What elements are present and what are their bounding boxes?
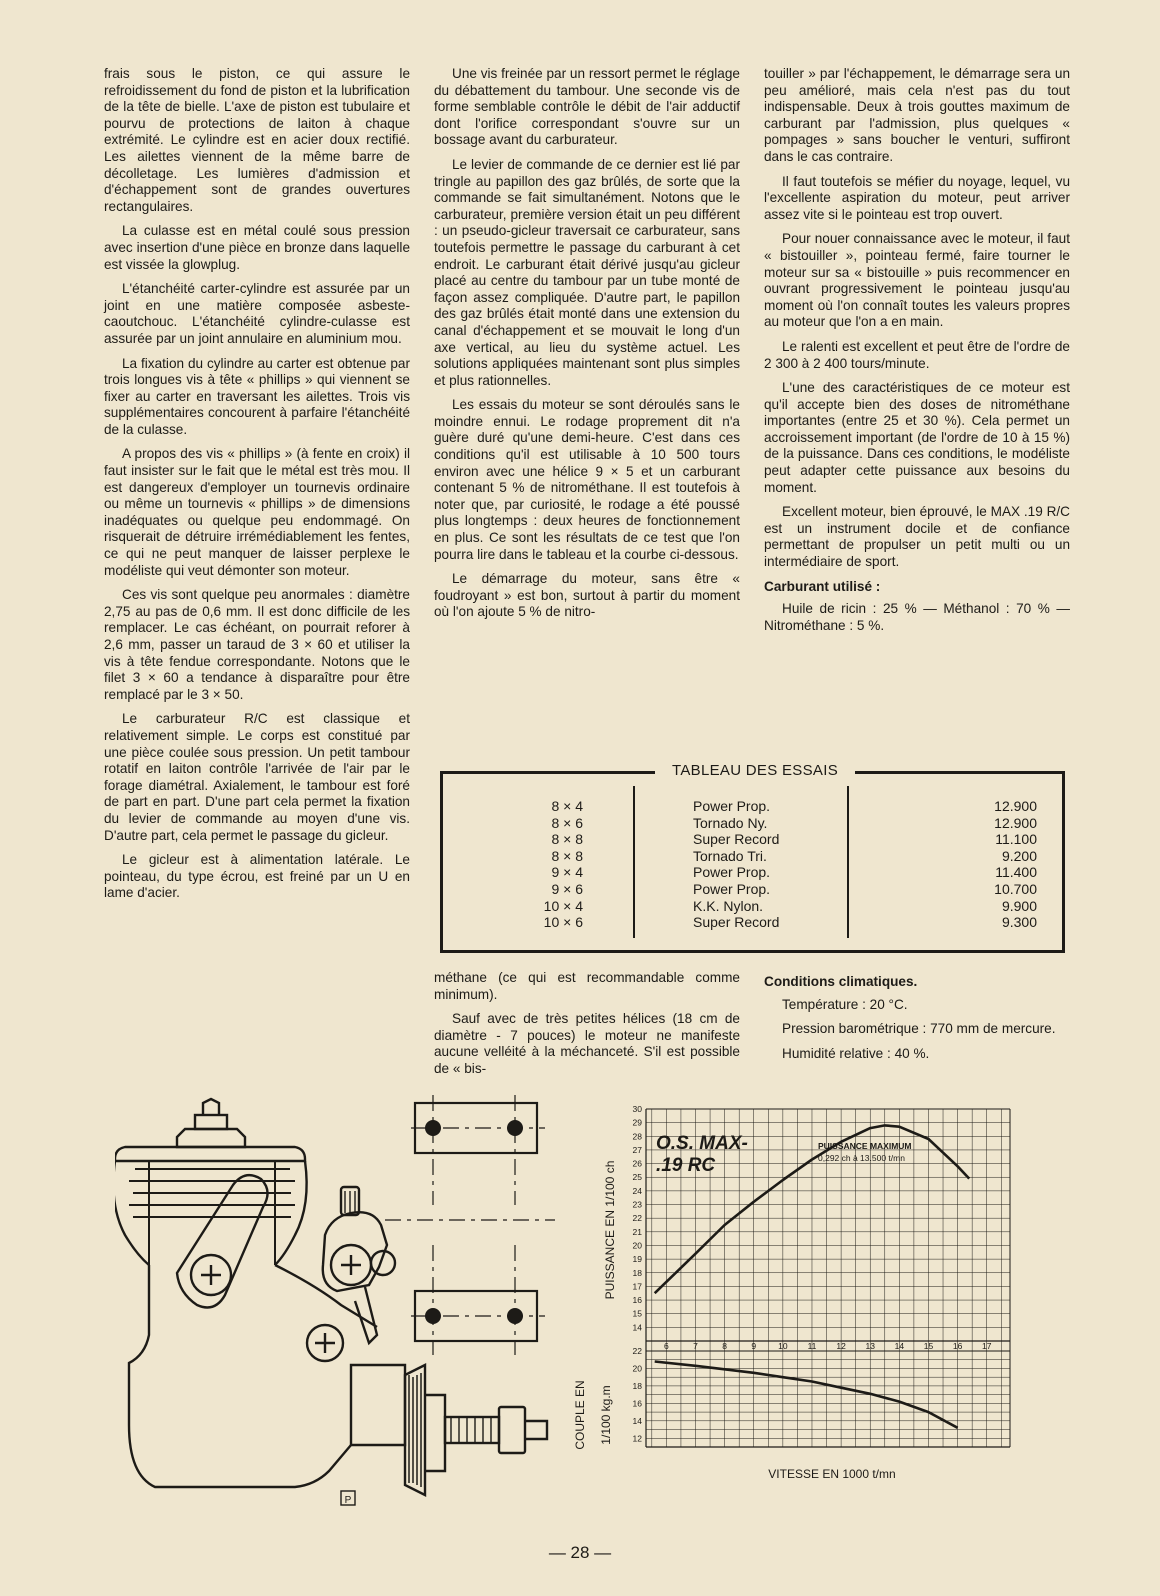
column-2-paragraph: Une vis freinée par un ressort permet le réglage du débattement du tambour. Une seconde vis de forme semblable contrôle le débit de l'air adductif dont l'orifice correspondant s'ouvre sur un bossage avant du carburateur. — [434, 66, 740, 148]
table-cell-rpm: 12.900 — [994, 814, 1037, 831]
chart-title-line-2: .19 RC — [656, 1155, 716, 1176]
table-cell-prop: Power Prop. — [693, 864, 771, 881]
table-cell-rpm: 12.900 — [994, 798, 1037, 814]
power-tick-label: 25 — [632, 1172, 642, 1183]
column-3-paragraph: L'une des caractéristiques de ce moteur est qu'il accepte bien des doses de nitrométhane importantes (entre 25 et 30 %). Cela permet un accroissement important (de l'ordre de 10 à 15 %) de la puissance. Dans ces conditions, le modéliste peut adapter cette puissance aux besoins du moment. — [764, 380, 1070, 495]
table-cell-rpm: 11.400 — [995, 864, 1037, 881]
column-2-paragraph: Les essais du moteur se sont déroulés sans le moindre ennui. Le rodage proprement dit n'a guère duré qu'une demi-heure. C'est dans ces conditions qu'il est utilisable à 10 500 tours environ avec une hélice 9 × 5 et un carburant contenant 5 % de nitrométhane. Il est toutefois à noter que, par curiosité, le rodage a été poussé plus longtemps : deux heures de fonctionnement en plus. Ce sont les résultats de ce test que l'on pourra lire dans le tableau et la courbe ci-dessous. — [434, 397, 740, 562]
table-cell-size: 8 × 6 — [551, 814, 583, 831]
power-tick-label: 26 — [632, 1158, 642, 1169]
table-cell-size: 9 × 6 — [551, 880, 583, 897]
column-3-paragraph: Il faut toutefois se méfier du noyage, lequel, vu l'excellente aspiration du moteur, peut arriver assez vite si le pointeau est trop ouvert. — [764, 173, 1070, 222]
table-cell-prop: Super Record — [693, 831, 780, 848]
table-cell-size: 10 × 6 — [543, 914, 583, 931]
power-tick-label: 15 — [632, 1308, 642, 1319]
power-tick-label: 27 — [632, 1144, 642, 1155]
speed-tick-label: 12 — [836, 1341, 846, 1351]
power-tick-label: 23 — [632, 1199, 642, 1210]
table-column-propeller-size — [503, 798, 583, 931]
column-1-paragraph: La fixation du cylindre au carter est obtenue par trois longues vis à tête « phillips » qui viennent se fixer au carter en traversant les ailettes. Trois vis supplémentaires concourent à parfaire l'étanchéité de la culasse. — [104, 355, 410, 437]
torque-tick-label: 18 — [632, 1380, 642, 1391]
power-tick-label: 14 — [632, 1322, 642, 1333]
power-tick-label: 19 — [632, 1254, 642, 1265]
test-results-table — [440, 762, 1065, 953]
speed-tick-label: 10 — [778, 1341, 788, 1351]
table-column-rpm — [963, 798, 1037, 931]
drawing-mark: P — [344, 1495, 352, 1506]
power-tick-label: 18 — [632, 1267, 642, 1278]
chart-annotation-text: 0,292 ch à 13.500 t/mn — [818, 1153, 905, 1163]
column-2-continued-paragraph: méthane (ce qui est recommandable comme minimum). — [434, 970, 740, 1002]
speed-tick-label: 6 — [664, 1341, 669, 1351]
speed-tick-label: 11 — [807, 1341, 817, 1351]
torque-tick-label: 16 — [632, 1398, 642, 1409]
text-column-2-continued — [434, 970, 740, 1086]
column-3-paragraph: Pour nouer connaissance avec le moteur, il faut « bistouiller », pointeau fermé, faire tourner le moteur sur sa « bistouille » puis recommencer en ouvrant progressivement le pointeau jusqu'au moment où l'on connaît toutes les valeurs propres au moteur que l'on a en main. — [764, 231, 1070, 330]
column-3-paragraph: Excellent moteur, bien éprouvé, le MAX .19 R/C est un instrument docile et de confiance permettant de propulser un petit multi ou un intermédiaire de sport. — [764, 504, 1070, 570]
table-cell-prop: K.K. Nylon. — [693, 897, 764, 914]
torque-axis-label-line-2: 1/100 kg.m — [599, 1385, 613, 1445]
power-tick-label: 17 — [632, 1281, 642, 1292]
table-cell-rpm: 9.300 — [1001, 914, 1037, 931]
table-cell-prop: Power Prop. — [693, 798, 771, 814]
column-2-continued-paragraph: Sauf avec de très petites hélices (18 cm de diamètre - 7 pouces) le moteur ne manifeste aucune velléité à la méchanceté. S'il est possible de « bis- — [434, 1011, 740, 1076]
chart-annotation-title: PUISSANCE MAXIMUM — [818, 1141, 912, 1151]
conditions-block — [764, 970, 1070, 1070]
engine-drawing — [115, 1095, 560, 1515]
table-cell-prop: Super Record — [693, 914, 780, 931]
speed-tick-label: 7 — [693, 1341, 698, 1351]
condition-line: Humidité relative : 40 %. — [782, 1045, 930, 1061]
torque-tick-label: 14 — [632, 1415, 642, 1426]
performance-chart — [570, 1105, 1050, 1495]
text-column-1 — [104, 66, 410, 910]
carburant-text: Huile de ricin : 25 % — Méthanol : 70 % — Nitrométhane : 5 %. — [764, 601, 1070, 633]
condition-line: Pression barométrique : 770 mm de mercure. — [782, 1021, 1056, 1037]
torque-tick-label: 12 — [632, 1433, 642, 1444]
column-2-paragraph: Le démarrage du moteur, sans être « foudroyant » est bon, surtout à partir du moment où l'on ajoute 5 % de nitro- — [434, 571, 740, 620]
column-1-paragraph: Le carburateur R/C est classique et relativement simple. Le corps est constitué par une pièce coulée sous pression. Un petit tambour rotatif en laiton contrôle l'arrivée de l'air par le forage diamétral. Axialement, le tambour est foré de part en part. D'une part cela permet la fixation du levier de commande au moyen d'une vis. D'autre part, cela permet le passage du gicleur. — [104, 711, 410, 843]
page-number: — 28 — — [548, 1543, 612, 1562]
power-tick-label: 20 — [632, 1240, 642, 1251]
speed-tick-label: 13 — [865, 1341, 875, 1351]
column-1-paragraph: Ces vis sont quelque peu anormales : diamètre 2,75 au pas de 0,6 mm. Il est donc difficile de les remplacer. Le cas échéant, on pourrait reforer à 2,6 mm, passer un taraud de 3 × 60 et utiliser la vis à tête fendue correspondante. Notons que le filet 3 × 60 a tendance à disparaître pour être remplacé par le 3 × 50. — [104, 587, 410, 702]
table-divider — [633, 786, 635, 938]
table-cell-size: 9 × 4 — [551, 864, 583, 881]
speed-tick-label: 14 — [894, 1341, 905, 1351]
table-cell-prop: Power Prop. — [693, 880, 771, 897]
table-cell-rpm: 9.200 — [1001, 847, 1037, 864]
power-axis-label: PUISSANCE EN 1/100 ch — [603, 1160, 617, 1300]
table-cell-size: 8 × 8 — [551, 847, 583, 864]
table-cell-size: 8 × 4 — [551, 798, 583, 814]
power-tick-label: 24 — [632, 1185, 642, 1196]
column-2-paragraph: Le levier de commande de ce dernier est lié par tringle au papillon des gaz brûlés, de sorte que la commande se fait simultanément. Notons que le carburateur, première version était un peu différent : un pseudo-gicleur traversait ce carburateur, sans toutefois permettre le passage du carburant à cet endroit. Le carburant était dérivé jusqu'au gicleur placé au centre du tambour par un tube monté de façon assez compliquée. D'autre part, le papillon des gaz brûlés était monté dans une extension du canal d'échappement et se mouvait le long d'un axe vertical, au lieu du système actuel. Les solutions appliquées maintenant sont plus simples et plus rationnelles. — [434, 156, 740, 388]
table-cell-prop: Tornado Tri. — [693, 847, 767, 864]
speed-tick-label: 9 — [751, 1341, 757, 1351]
column-1-paragraph: L'étanchéité carter-cylindre est assurée par un joint en une matière composée asbeste-caoutchouc. L'étanchéité cylindre-culasse est assurée par un joint annulaire en aluminium mou. — [104, 281, 410, 346]
power-tick-label: 22 — [632, 1213, 642, 1224]
table-cell-rpm: 10.700 — [994, 880, 1037, 897]
condition-line: Température : 20 °C. — [782, 996, 908, 1012]
power-tick-label: 16 — [632, 1295, 642, 1306]
x-axis-label: VITESSE EN 1000 t/mn — [768, 1467, 896, 1481]
power-tick-label: 29 — [632, 1117, 642, 1128]
text-column-2 — [434, 66, 740, 629]
text-column-3 — [764, 66, 1070, 642]
speed-tick-label: 15 — [923, 1341, 934, 1351]
speed-tick-label: 17 — [981, 1341, 992, 1351]
column-3-paragraph: touiller » par l'échappement, le démarrage sera un peu amélioré, mais cela n'est pas du tout indispensable. Deux à trois gouttes maximum de carburant par l'admission, plus quelques « pompages » sans boucher le venturi, suffiront dans le cas contraire. — [764, 66, 1070, 164]
carburant-heading: Carburant utilisé : — [764, 578, 881, 594]
torque-tick-label: 20 — [632, 1363, 642, 1374]
power-tick-label: 30 — [632, 1105, 642, 1114]
column-1-paragraph: frais sous le piston, ce qui assure le refroidissement du fond de piston et la lubrification de la tête de bielle. L'axe de piston est tubulaire et pourvu de protections de laiton à chaque extrémité. Le cylindre est en acier doux rectifié. Les ailettes viennent de la même barre de décolletage. Les lumières d'admission et d'échappement sont de grandes ouvertures rectangulaires. — [104, 66, 410, 214]
table-column-propeller-name — [693, 798, 893, 931]
speed-tick-label: 16 — [952, 1341, 963, 1351]
chart-title: O.S. MAX- — [656, 1133, 748, 1154]
column-3-paragraph: Le ralenti est excellent et peut être de l'ordre de 2 300 à 2 400 tours/minute. — [764, 338, 1070, 371]
table-cell-prop: Tornado Ny. — [693, 814, 768, 831]
table-cell-size: 8 × 8 — [551, 831, 583, 848]
table-cell-rpm: 11.100 — [995, 831, 1037, 848]
column-1-paragraph: Le gicleur est à alimentation latérale. Le pointeau, du type écrou, est freiné par un U en lame d'acier. — [104, 852, 410, 901]
power-tick-label: 21 — [632, 1226, 642, 1237]
torque-tick-label: 22 — [632, 1346, 642, 1356]
conditions-heading: Conditions climatiques. — [764, 974, 918, 989]
table-cell-rpm: 9.900 — [1001, 897, 1037, 914]
torque-axis-label-line-1: COUPLE EN — [573, 1380, 587, 1450]
speed-tick-label: 8 — [722, 1341, 727, 1351]
column-1-paragraph: La culasse est en métal coulé sous pression avec insertion d'une pièce en bronze dans laquelle est vissée la glowplug. — [104, 223, 410, 272]
table-caption: TABLEAU DES ESSAIS — [655, 762, 855, 779]
column-1-paragraph: A propos des vis « phillips » (à fente en croix) il faut insister sur le fait que le métal est très mou. Il est dangereux d'employer un tournevis ordinaire ou même un tournevis « phillips » de dimensions inadéquates ou quelque peu endommagé. On risquerait de détruire irrémédiablement les fentes, ce qui ne peut manquer de laisser perplexe le modéliste qui veut démonter son moteur. — [104, 446, 410, 578]
power-tick-label: 28 — [632, 1131, 642, 1142]
table-cell-size: 10 × 4 — [543, 897, 583, 914]
